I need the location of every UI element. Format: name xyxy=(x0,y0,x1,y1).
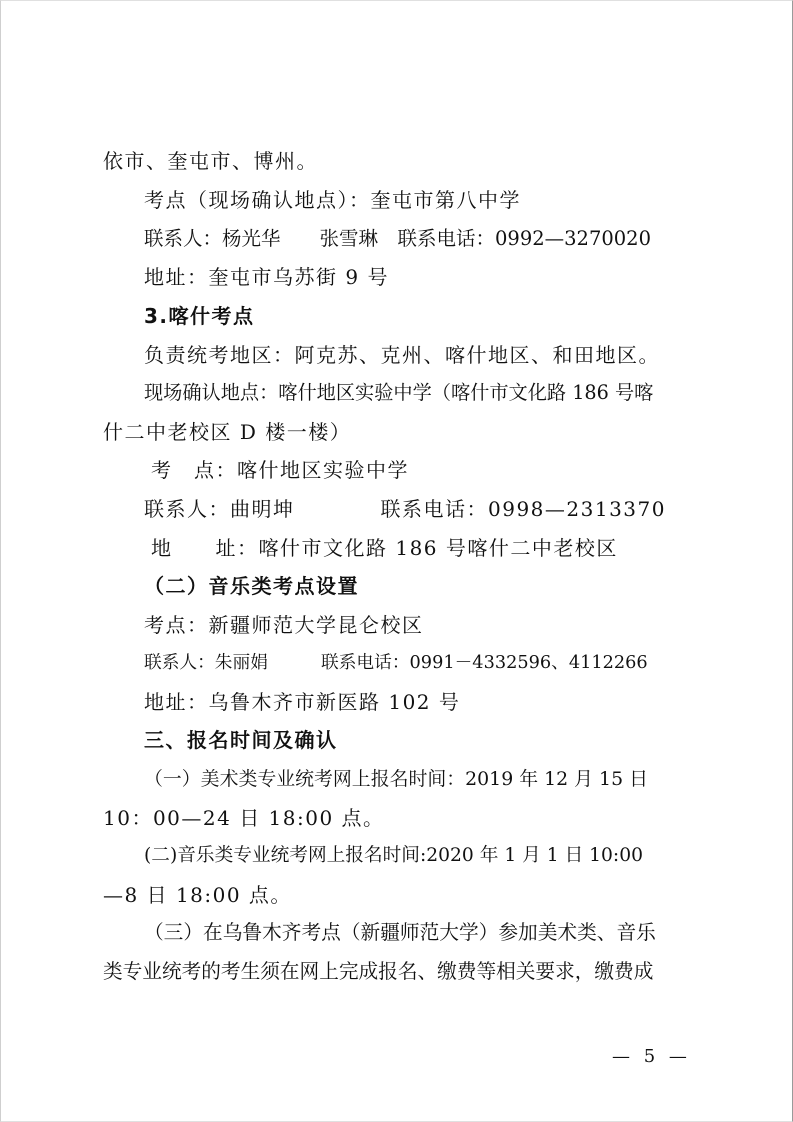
text-line: 现场确认地点：喀什地区实验中学（喀什市文化路 186 号喀 xyxy=(144,381,654,404)
text-line: （一）美术类专业统考网上报名时间：2019 年 12 月 15 日 xyxy=(144,768,648,790)
text-line: 考点（现场确认地点）：奎屯市第八中学 xyxy=(144,188,521,212)
section-heading: 三、报名时间及确认 xyxy=(144,728,338,752)
text-line: —8 日 18:00 点。 xyxy=(103,883,292,907)
text-line: 考点：新疆师范大学昆仑校区 xyxy=(144,613,424,637)
text-line: 联系人：杨光华 张雪琳 联系电话：0992—3270020 xyxy=(144,227,651,250)
text-line: 负责统考地区：阿克苏、克州、喀什地区、和田地区。 xyxy=(144,343,660,367)
section-heading: 3.喀什考点 xyxy=(144,304,255,328)
text-line: 地址：乌鲁木齐市新医路 102 号 xyxy=(144,690,461,714)
text-line: (二)音乐类专业统考网上报名时间:2020 年 1 月 1 日 10:00 xyxy=(144,845,643,866)
text-line: 联系人：曲明坤 联系电话：0998—2313370 xyxy=(144,497,666,521)
page-number: — 5 — xyxy=(612,1046,691,1067)
text-line: 地 址：喀什市文化路 186 号喀什二中老校区 xyxy=(151,536,618,560)
text-line: 考 点：喀什地区实验中学 xyxy=(151,458,409,482)
text-line: 类专业统考的考生须在网上完成报名、缴费等相关要求，缴费成 xyxy=(103,960,654,983)
text-line: 地址：奎屯市乌苏街 9 号 xyxy=(144,265,389,289)
text-line: （三）在乌鲁木齐考点（新疆师范大学）参加美术类、音乐 xyxy=(144,921,656,944)
section-heading: （二）音乐类考点设置 xyxy=(144,574,359,598)
text-line: 10：00—24 日 18:00 点。 xyxy=(103,806,385,830)
text-line: 依市、奎屯市、博州。 xyxy=(103,149,318,173)
text-line: 联系人：朱丽娟 联系电话：0991－4332596、4112266 xyxy=(144,653,648,673)
text-line: 什二中老校区 D 楼一楼） xyxy=(103,420,352,444)
